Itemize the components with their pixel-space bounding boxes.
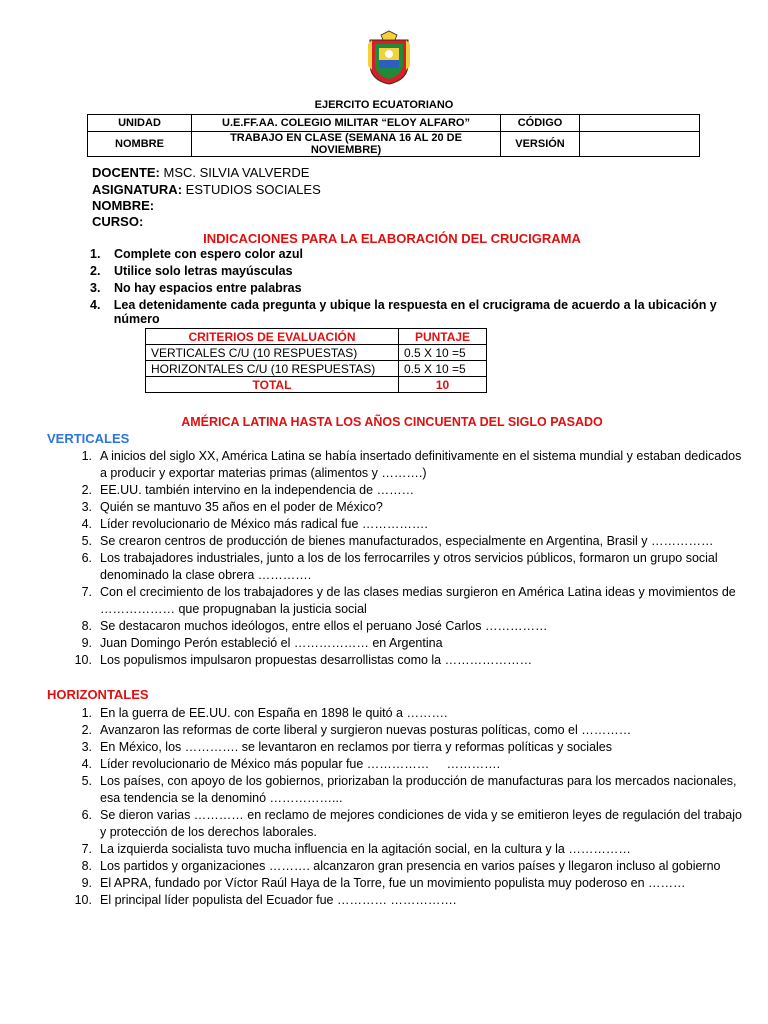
list-item: 8. Los partidos y organizaciones ………. alcanzaron gran presencia en varios países y llegaron incluso al gobierno [81, 859, 721, 873]
section-title: AMÉRICA LATINA HASTA LOS AÑOS CINCUENTA DEL SIGLO PASADO [181, 415, 603, 429]
table-cell: TRABAJO EN CLASE (SEMANA 16 AL 20 DE NOVIEMBRE) [192, 132, 501, 157]
indicaciones-list [90, 247, 760, 326]
list-item: 3. Quién se mantuvo 35 años en el poder de México? [81, 500, 383, 514]
list-item: 5. Se crearon centros de producción de bienes manufacturados, especialmente en Argentina, Brasil y …………… [81, 534, 714, 548]
table-cell: 0.5 X 10 =5 [399, 345, 487, 361]
verticales-list [66, 448, 746, 669]
total-value: 10 [399, 377, 487, 393]
table-cell [580, 132, 700, 157]
table-cell: U.E.FF.AA. COLEGIO MILITAR “ELOY ALFARO” [192, 115, 501, 132]
table-cell: UNIDAD [88, 115, 192, 132]
asignatura-value: ESTUDIOS SOCIALES [185, 182, 321, 197]
table-cell [580, 115, 700, 132]
total-label: TOTAL [146, 377, 399, 393]
curso-label: CURSO: [92, 214, 144, 229]
table-cell: HORIZONTALES C/U (10 RESPUESTAS) [146, 361, 399, 377]
list-item: 2. Avanzaron las reformas de corte liberal y surgieron nuevas posturas políticas, como el ………… [81, 723, 632, 737]
list-item: 4. Líder revolucionario de México más popular fue …………… …………. [81, 757, 501, 771]
nombre-label: NOMBRE: [92, 198, 155, 213]
docente-line [92, 165, 309, 180]
list-item: 10. El principal líder populista del Ecuador fue ………… ……………. [74, 893, 457, 907]
header-table [87, 114, 700, 157]
list-item: 6. Los trabajadores industriales, junto a los de los ferrocarriles y otros servicios públicos, formaron un grupo social denominado la clase obrera …………. [81, 551, 718, 582]
horizontales-title: HORIZONTALES [47, 687, 149, 702]
docente-label: DOCENTE: [92, 165, 160, 180]
table-row [146, 361, 487, 377]
list-item: 4. Lea detenidamente cada pregunta y ubique la respuesta en el crucigrama de acuerdo a la ubicación y número [90, 298, 717, 326]
list-item: 6. Se dieron varias ………… en reclamo de mejores condiciones de vida y se emitieron leyes de regulación del trabajo y protección de los derechos laborales. [81, 808, 742, 839]
list-item: 2. EE.UU. también intervino en la independencia de ……… [81, 483, 415, 497]
asignatura-line [92, 182, 321, 197]
table-row [88, 115, 700, 132]
list-item: 10. Los populismos impulsaron propuestas desarrollistas como la ………………… [74, 653, 533, 667]
criterios-table [145, 328, 487, 393]
table-cell: VERTICALES C/U (10 RESPUESTAS) [146, 345, 399, 361]
table-row [146, 345, 487, 361]
table-row [146, 329, 487, 345]
list-item: 7. Con el crecimiento de los trabajadores y de las clases medias surgieron en América Latina ideas y movimientos de ……………… que propugnaban la justicia social [81, 585, 736, 616]
list-item: 9. Juan Domingo Perón estableció el ……………… en Argentina [81, 636, 443, 650]
docente-value: MSC. SILVIA VALVERDE [163, 165, 310, 180]
verticales-title: VERTICALES [47, 431, 130, 446]
list-item: 1. En la guerra de EE.UU. con España en 1898 le quitó a ………. [81, 706, 448, 720]
list-item: 2. Utilice solo letras mayúsculas [90, 264, 293, 278]
table-row [88, 132, 700, 157]
table-cell: CÓDIGO [501, 115, 580, 132]
list-item: 3. En México, los …………. se levantaron en reclamos por tierra y reformas políticas y sociales [81, 740, 612, 754]
table-cell: 0.5 X 10 =5 [399, 361, 487, 377]
list-item: 5. Los países, con apoyo de los gobiernos, priorizaban la producción de manufacturas para los mercados nacionales, esa tendencia se la denominó ……………... [81, 774, 737, 805]
org-title: EJERCITO ECUATORIANO [314, 99, 454, 111]
list-item: 1. Complete con espero color azul [90, 247, 303, 261]
list-item: 9. El APRA, fundado por Víctor Raúl Haya de la Torre, fue un movimiento populista muy poderoso en ……… [81, 876, 686, 890]
coat-of-arms-icon [366, 30, 412, 86]
list-item: 7. La izquierda socialista tuvo mucha influencia en la agitación social, en la cultura y la …………… [81, 842, 631, 856]
list-item: 3. No hay espacios entre palabras [90, 281, 302, 295]
table-row [146, 377, 487, 393]
indicaciones-title: INDICACIONES PARA LA ELABORACIÓN DEL CRUCIGRAMA [203, 231, 581, 246]
table-cell: NOMBRE [88, 132, 192, 157]
table-cell: VERSIÓN [501, 132, 580, 157]
list-item: 8. Se destacaron muchos ideólogos, entre ellos el peruano José Carlos …………… [81, 619, 548, 633]
table-header: PUNTAJE [399, 329, 487, 345]
table-header: CRITERIOS DE EVALUACIÓN [146, 329, 399, 345]
list-item: 4. Líder revolucionario de México más radical fue ……………. [81, 517, 428, 531]
list-item: 1. A inicios del siglo XX, América Latina se había insertado definitivamente en el sistema mundial y estaban dedicados a producir y exportar materias primas (alimentos y ……….) [81, 449, 742, 480]
horizontales-list [66, 705, 746, 909]
asignatura-label: ASIGNATURA: [92, 182, 183, 197]
